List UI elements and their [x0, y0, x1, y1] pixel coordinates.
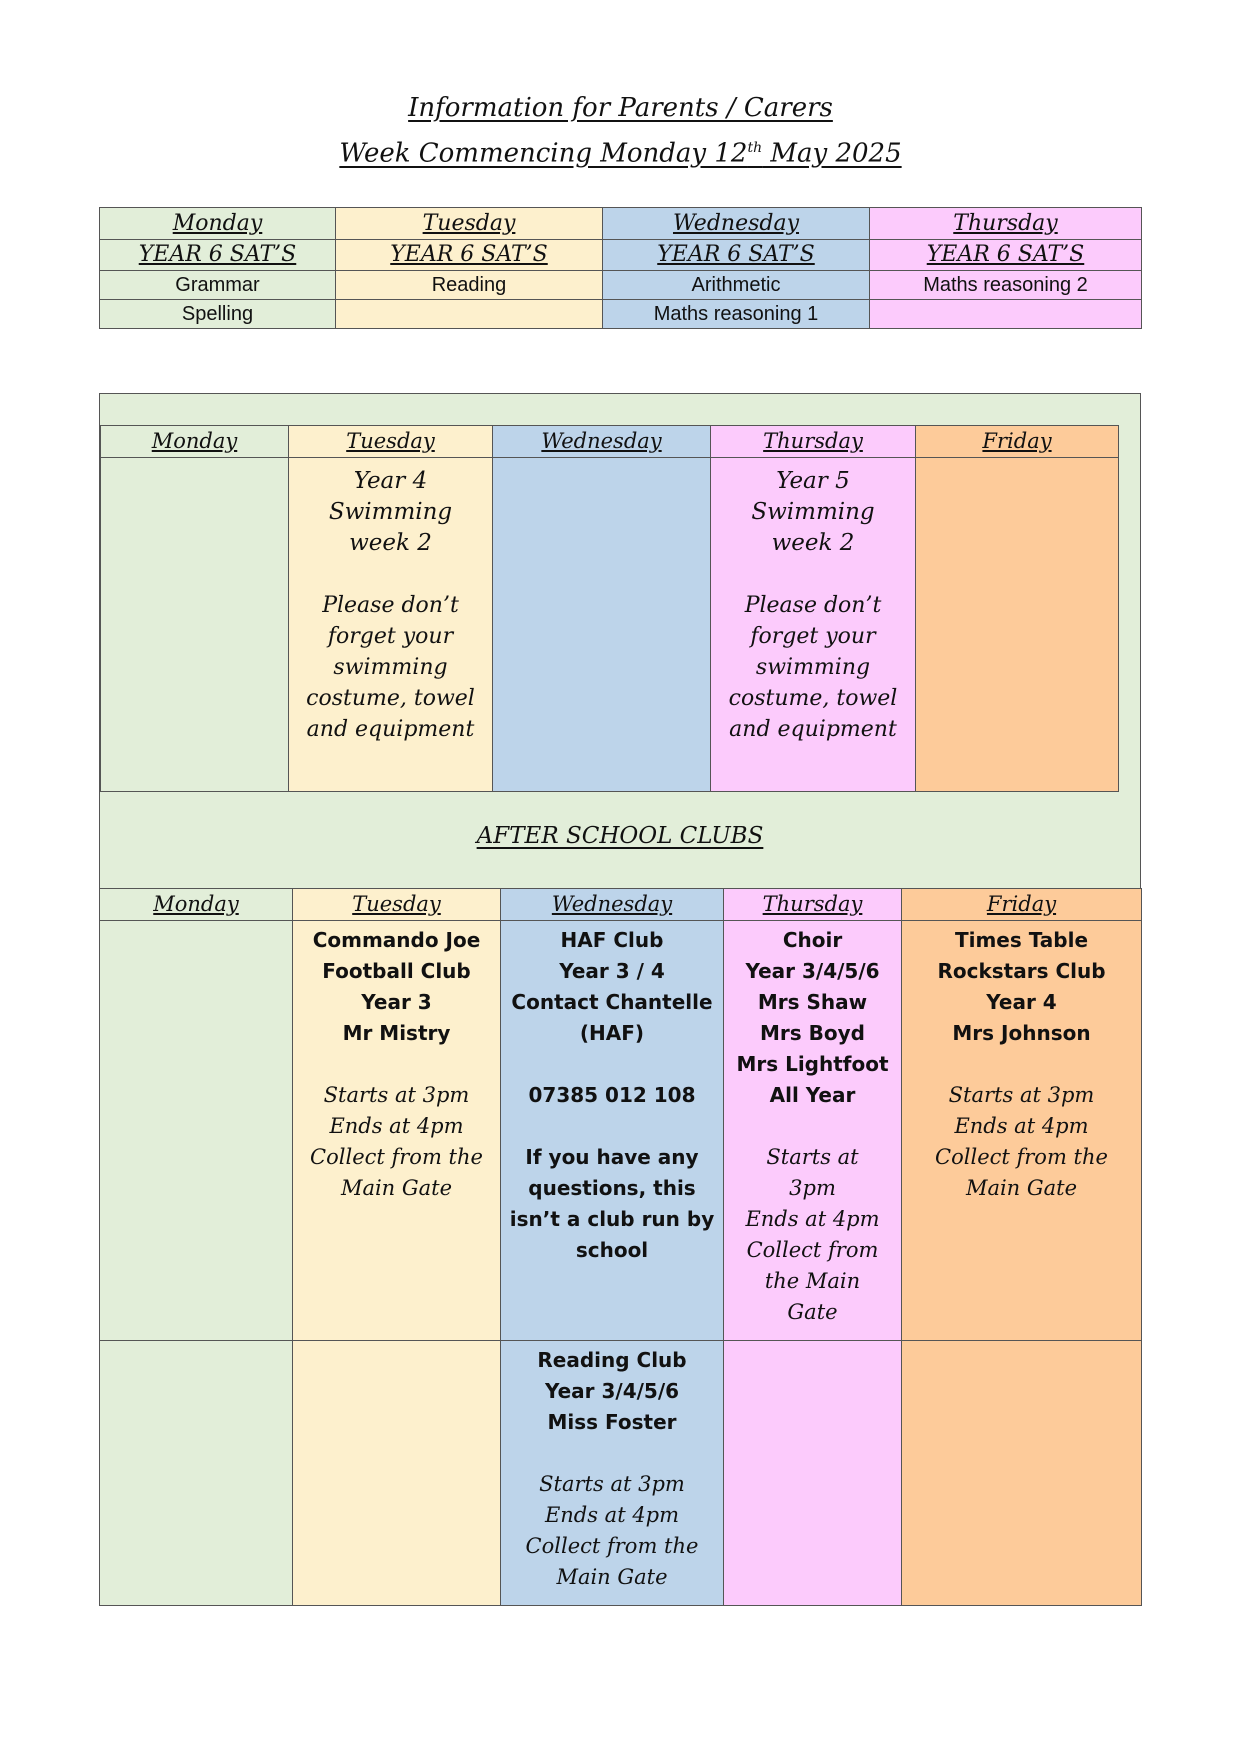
week-commencing: Week Commencing Monday 12th May 2025 [339, 138, 902, 169]
club-cell-friday [902, 921, 1142, 1341]
club-time: the Main [764, 1269, 861, 1293]
club-phone: 07385 012 108 [528, 1083, 696, 1107]
swim-line: week 2 [771, 530, 855, 556]
swim-note: swimming [755, 655, 871, 680]
sats-heading: YEAR 6 SAT’S [100, 240, 336, 271]
club-cell-tuesday [293, 921, 501, 1341]
club-info: Year 3 [361, 990, 432, 1014]
sats-subject: Maths reasoning 1 [603, 300, 870, 329]
swim-line: Swimming [751, 499, 875, 525]
sats-subject: Spelling [100, 300, 336, 329]
club-info: Year 4 [986, 990, 1057, 1014]
swim-line: Year 4 [353, 468, 428, 494]
sats-heading: YEAR 6 SAT’S [336, 240, 603, 271]
sats-heading: YEAR 6 SAT’S [603, 240, 870, 271]
club-time: Collect from [746, 1238, 879, 1262]
sats-day-thursday: Thursday [870, 208, 1142, 240]
sats-day-monday: Monday [100, 208, 336, 240]
clubs-day-monday: Monday [100, 889, 293, 921]
club-time: Main Gate [965, 1176, 1078, 1200]
club-info: Mrs Boyd [760, 1021, 865, 1045]
club-info: Miss Foster [547, 1410, 677, 1434]
swim-note: Please don’t [322, 593, 459, 618]
swim-note: Please don’t [744, 593, 882, 618]
club-time: Gate [787, 1300, 838, 1324]
club-info: Football Club [322, 959, 471, 983]
swim-line: Year 5 [776, 468, 850, 494]
swim-note: and equipment [729, 717, 897, 742]
club-note: questions, this [528, 1176, 696, 1200]
sats-heading: YEAR 6 SAT’S [870, 240, 1142, 271]
sats-subject: Maths reasoning 2 [870, 271, 1142, 300]
after-school-clubs-title: AFTER SCHOOL CLUBS [476, 823, 764, 849]
club-info: (HAF) [579, 1021, 645, 1045]
sats-subject: Grammar [100, 271, 336, 300]
club-cell-monday [100, 921, 293, 1341]
club-info: Mrs Johnson [952, 1021, 1091, 1045]
club-info: Mr Mistry [342, 1021, 451, 1045]
club-cell-monday-2 [100, 1341, 293, 1606]
club-cell-wednesday [501, 921, 724, 1341]
clubs-day-tuesday: Tuesday [293, 889, 501, 921]
club-cell-thursday-2 [724, 1341, 902, 1606]
sats-subject: Arithmetic [603, 271, 870, 300]
club-time: Collect from the [310, 1145, 483, 1169]
club-info: Rockstars Club [937, 959, 1106, 983]
club-time: Main Gate [556, 1565, 668, 1589]
swim-cell-thursday [711, 458, 916, 792]
clubs-day-friday: Friday [902, 889, 1142, 921]
club-info: Reading Club [537, 1348, 687, 1372]
swim-note: costume, towel [728, 686, 898, 711]
sats-subject [336, 300, 603, 329]
swim-day-monday: Monday [101, 426, 289, 458]
club-info: All Year [769, 1083, 856, 1107]
club-info: Year 3/4/5/6 [745, 959, 880, 983]
club-info: Times Table [954, 928, 1089, 952]
club-time: Starts at 3pm [539, 1472, 685, 1496]
swim-day-thursday: Thursday [711, 426, 916, 458]
club-time: Main Gate [340, 1176, 453, 1200]
club-note: school [575, 1238, 649, 1262]
club-info: HAF Club [560, 928, 664, 952]
swim-cell-tuesday [289, 458, 493, 792]
swim-line: week 2 [349, 530, 432, 556]
sats-table [99, 207, 1142, 329]
club-time: Ends at 4pm [329, 1114, 464, 1138]
swim-day-tuesday: Tuesday [289, 426, 493, 458]
club-time: Ends at 4pm [544, 1503, 680, 1527]
sats-day-wednesday: Wednesday [603, 208, 870, 240]
swim-cell-wednesday [493, 458, 711, 792]
page-title: Information for Parents / Carers [408, 93, 833, 123]
club-time: Starts at 3pm [948, 1083, 1095, 1107]
swim-note: and equipment [306, 717, 475, 742]
club-info: Contact Chantelle [511, 990, 713, 1014]
club-info: Year 3 / 4 [559, 959, 665, 983]
club-cell-thursday [724, 921, 902, 1341]
club-time: Collect from the [935, 1145, 1108, 1169]
club-cell-wednesday-2 [501, 1341, 724, 1606]
club-cell-friday-2 [902, 1341, 1142, 1606]
club-time: Starts at 3pm [323, 1083, 470, 1107]
swim-note: forget your [750, 624, 876, 649]
swim-note: swimming [333, 655, 448, 680]
club-info: Commando Joe [312, 928, 481, 952]
club-time: Ends at 4pm [745, 1207, 880, 1231]
swimming-table [100, 425, 1119, 792]
club-note: isn’t a club run by [509, 1207, 715, 1231]
swim-note: forget your [327, 624, 454, 649]
club-note: If you have any [525, 1145, 699, 1169]
club-info: Mrs Shaw [757, 990, 868, 1014]
clubs-day-thursday: Thursday [724, 889, 902, 921]
sats-subject: Reading [336, 271, 603, 300]
club-time: 3pm [789, 1176, 836, 1200]
club-info: Year 3/4/5/6 [544, 1379, 680, 1403]
swim-day-friday: Friday [916, 426, 1119, 458]
swim-note: costume, towel [306, 686, 475, 711]
club-cell-tuesday-2 [293, 1341, 501, 1606]
clubs-day-wednesday: Wednesday [501, 889, 724, 921]
swim-line: Swimming [328, 499, 453, 525]
club-time: Starts at [766, 1145, 859, 1169]
swim-cell-monday [101, 458, 289, 792]
club-time: Ends at 4pm [954, 1114, 1089, 1138]
sats-subject [870, 300, 1142, 329]
club-time: Collect from the [525, 1534, 699, 1558]
swim-cell-friday [916, 458, 1119, 792]
clubs-table [99, 888, 1142, 1606]
club-info: Mrs Lightfoot [736, 1052, 889, 1076]
page-header [0, 88, 1241, 174]
club-info: Choir [782, 928, 843, 952]
sats-day-tuesday: Tuesday [336, 208, 603, 240]
swim-day-wednesday: Wednesday [493, 426, 711, 458]
